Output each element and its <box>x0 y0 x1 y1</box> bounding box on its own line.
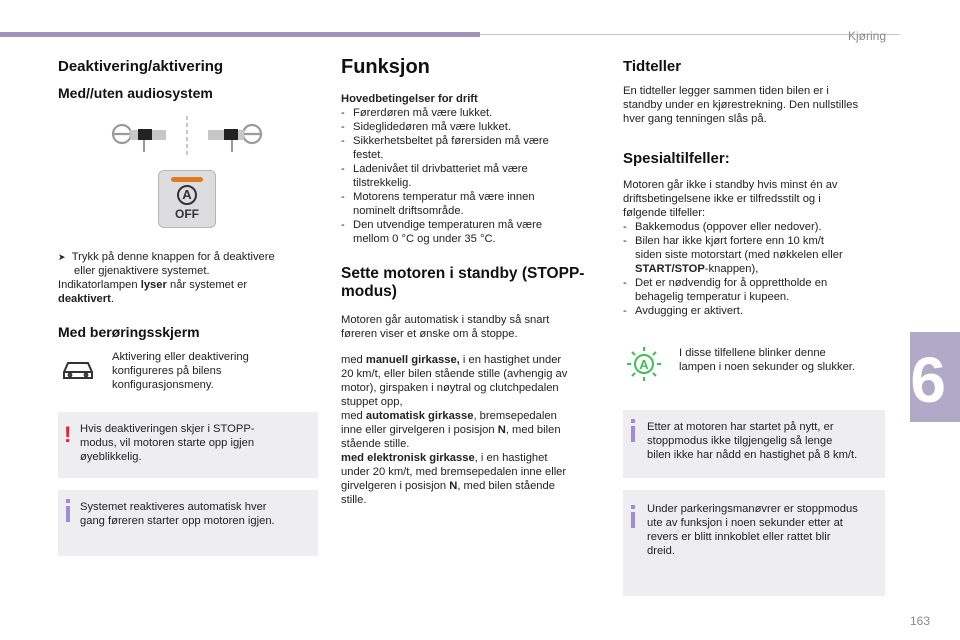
car-settings-icon <box>60 358 96 382</box>
conditions-subtitle: Hovedbetingelser for drift <box>341 93 478 105</box>
list-item: - Sideglidedøren må være lukket. <box>341 120 591 134</box>
restart-info-text: Etter at motoren har startet på nytt, er stoppmodus ikke tilgjengelig så lenge bilen ikke har nådd en hastighet på 8 km/t. <box>647 421 858 461</box>
stop-start-off-button[interactable] <box>158 170 216 228</box>
gearbox-conditions: med manuell girkasse, i en hastighet under 20 km/t, eller bilen stående stille (avhengig av motor), girspaken i nøytral og clutchpedalen stuppet opp, med automatisk girkasse, bremsepedalen inne eller girvelgeren i posisjon N, med bilen stående stille. med elektronisk girkasse, i en hastighet under 20 km/t, med bremsepedalen inne eller girvelgeren i posisjon N, med bilen stående stille. <box>341 354 568 506</box>
list-item: - Det er nødvendig for å opprettholde en behagelig temperatur i kupeen. <box>623 276 883 304</box>
touchscreen-subtitle: Med berøringsskjerm <box>58 324 200 340</box>
left-title: Deaktivering/aktivering <box>58 58 224 75</box>
parking-info-box <box>623 490 885 596</box>
instruction-text: ➤ Trykk på denne knappen for å deaktivere eller gjenaktivere systemet. Indikatorlampen lyser når systemet er deaktivert. <box>58 251 275 305</box>
blinking-auto-lamp-icon <box>624 344 664 384</box>
list-item: - Motorens temperatur må være innen nominelt driftsområde. <box>341 190 591 218</box>
arrow-icon: ➤ <box>58 252 66 262</box>
warning-text: Hvis deaktiveringen skjer i STOPP- modus, vil motoren starte opp igjen øyeblikkelig. <box>80 423 255 463</box>
auto-icon: A <box>177 185 197 205</box>
indicator-led <box>171 177 203 182</box>
list-item: - Sikkerhetsbeltet på førersiden må være festet. <box>341 134 591 162</box>
page-number: 163 <box>909 614 930 628</box>
standby-title: Sette motoren i standby (STOPP- modus) <box>341 265 585 300</box>
list-item: - Førerdøren må være lukket. <box>341 106 591 120</box>
audio-subtitle: Med//uten audiosystem <box>58 85 213 101</box>
touchscreen-text: Aktivering eller deaktivering konfigureres på bilens konfigurasjonsmeny. <box>112 351 249 391</box>
warning-icon: ! <box>64 422 72 447</box>
conditions-list <box>341 106 591 246</box>
restart-info-box <box>623 410 885 478</box>
info-icon <box>631 426 635 442</box>
info-text: Systemet reaktiveres automatisk hver gang føreren starter opp motoren igjen. <box>80 501 275 527</box>
special-title: Spesialtilfeller: <box>623 150 730 167</box>
list-item: - Avdugging er aktivert. <box>623 304 883 318</box>
list-item: - Bakkemodus (oppover eller nedover). <box>623 220 883 234</box>
special-intro: Motoren går ikke i standby hvis minst én av driftsbetingelsene ikke er tilfredsstilt og i følgende tilfeller: <box>623 179 838 219</box>
section-title: Kjøring <box>847 29 886 43</box>
special-cases-list <box>623 220 883 318</box>
timer-title: Tidteller <box>623 58 682 75</box>
list-item: - Ladenivået til drivbatteriet må være tilstrekkelig. <box>341 162 591 190</box>
blink-text: I disse tilfellene blinker denne lampen i noen sekunder og slukker. <box>679 347 856 373</box>
list-item: - Bilen har ikke kjørt fortere enn 10 km/t siden siste motorstart (med nøkkelen eller START/STOP-knappen), <box>623 234 883 276</box>
info-icon <box>66 506 70 522</box>
standby-intro: Motoren går automatisk i standby så snart føreren viser et ønske om å stoppe. <box>341 314 550 340</box>
info-box <box>58 490 318 556</box>
timer-text: En tidteller legger sammen tiden bilen er i standby under en kjørestrekning. Den nullstilles hver gang tenningen slås på. <box>623 85 859 125</box>
steering-wheel-icon <box>108 112 268 160</box>
middle-title: Funksjon <box>341 56 430 78</box>
header-rule <box>480 34 900 35</box>
chapter-number: 6 <box>910 344 946 416</box>
off-label: OFF <box>175 207 199 221</box>
svg-text:A: A <box>639 357 649 372</box>
header-bar <box>0 32 480 37</box>
parking-info-text: Under parkeringsmanøvrer er stoppmodus ute av funksjon i noen sekunder etter at revers er blitt innkoblet eller rattet blir dreid. <box>647 503 858 557</box>
info-icon <box>631 512 635 528</box>
warning-box <box>58 412 318 478</box>
list-item: - Den utvendige temperaturen må være mellom 0 °C og under 35 °C. <box>341 218 591 246</box>
